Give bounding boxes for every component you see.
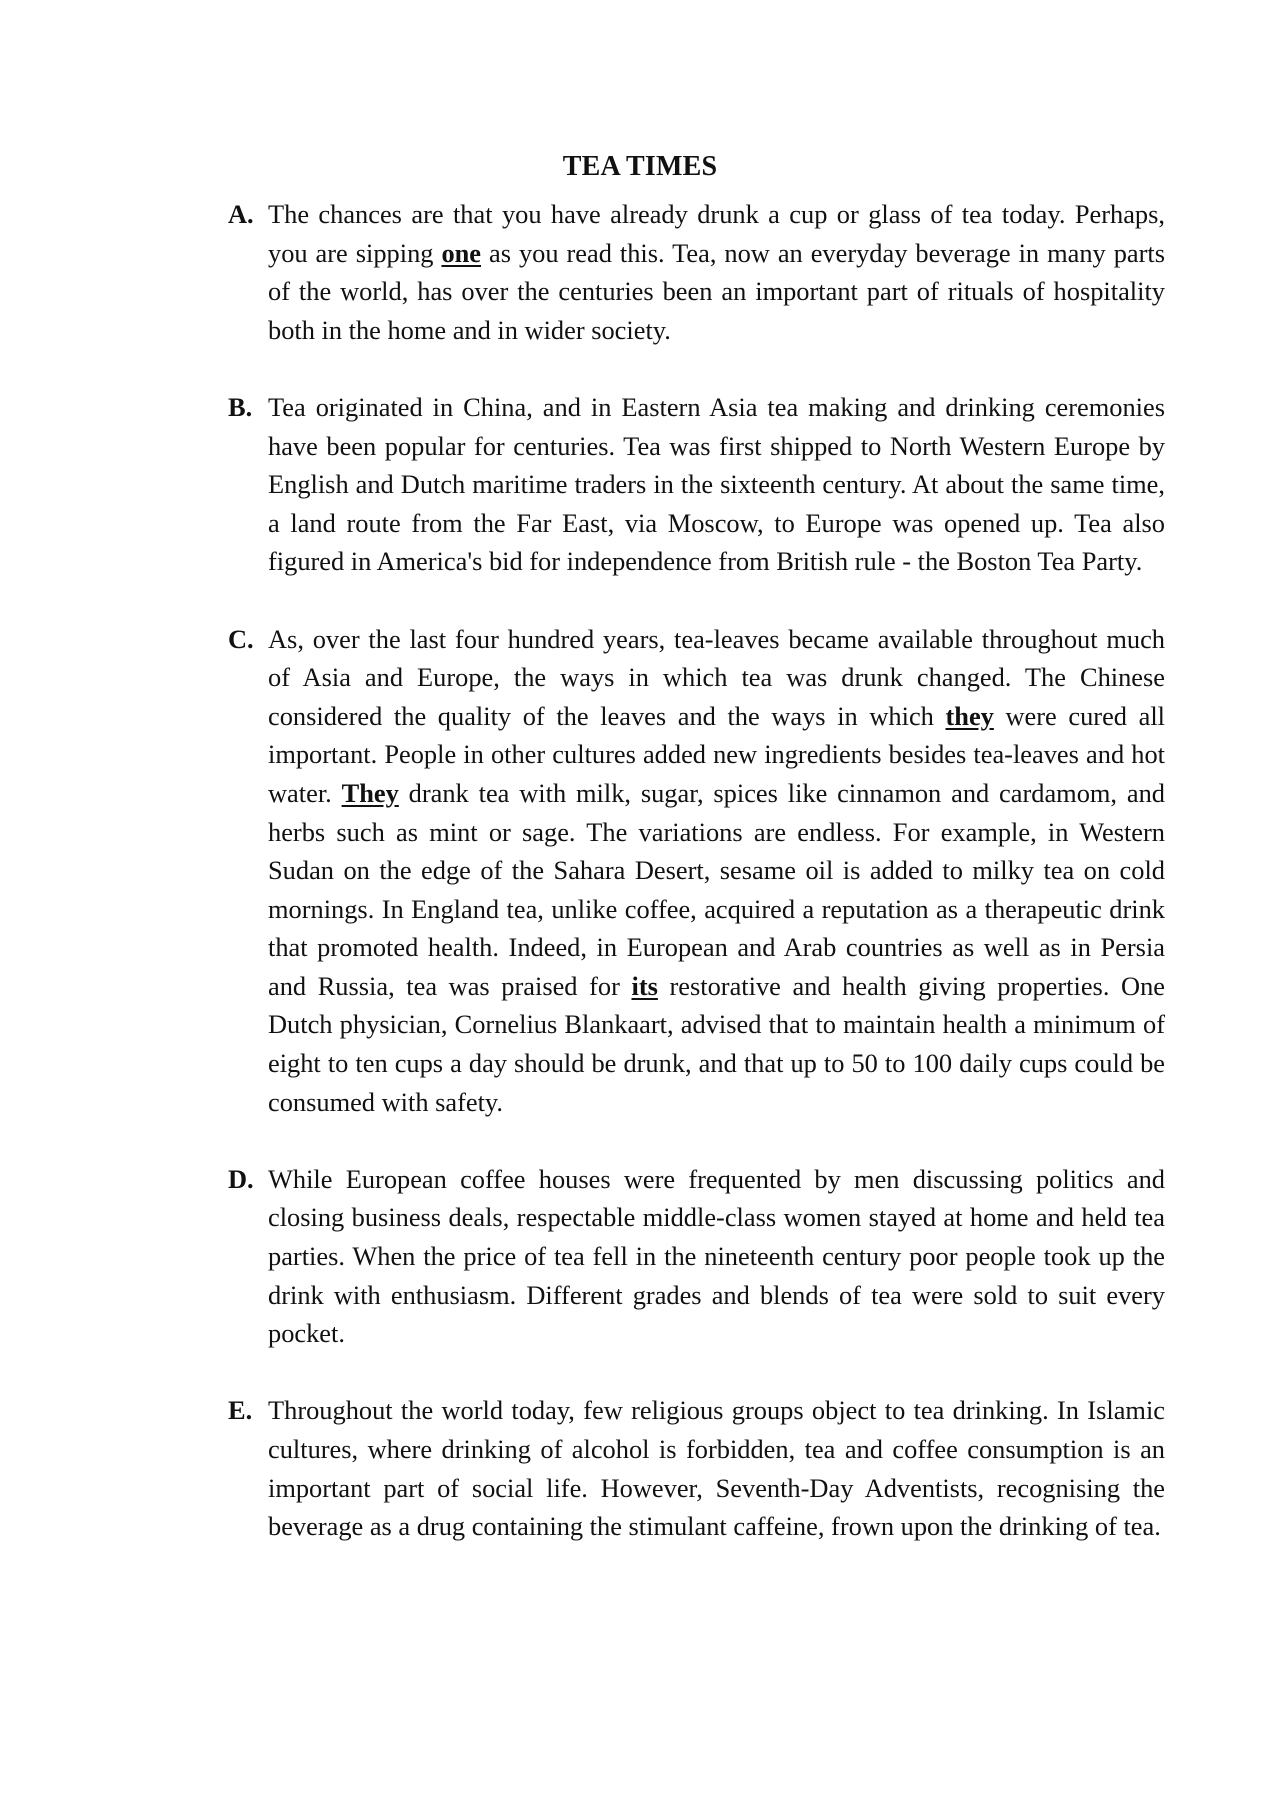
paragraph-d <box>228 1160 1165 1353</box>
document-body <box>228 195 1165 1584</box>
paragraph-b <box>228 388 1165 581</box>
paragraph-letter: C. <box>228 623 254 654</box>
paragraph-text: Tea originated in China, and in Eastern Asia tea making and drinking ceremonies have been popular for centuries. Tea was first shipped to North Western Europe by English and Dutch maritime traders in the sixteenth century. At about the same time, a land route from the Far East, via Moscow, to Europe was opened up. Tea also figured in America's bid for independence from British rule - the Boston Tea Party. <box>268 391 1165 577</box>
reference-word: one <box>441 237 482 268</box>
paragraph-c <box>228 620 1165 1122</box>
paragraph-e <box>228 1391 1165 1545</box>
paragraph-text: Throughout the world today, few religious groups object to tea drinking. In Islamic cultures, where drinking of alcohol is forbidden, tea and coffee consumption is an important part of social life. However, Seventh-Day Adventists, recognising the beverage as a drug containing the stimulant caffeine, frown upon the drinking of tea. <box>268 1395 1165 1542</box>
paragraph-text: While European coffee houses were frequented by men discussing politics and closing business deals, respectable middle-class women stayed at home and held tea parties. When the price of tea fell in the nineteenth century poor people took up the drink with enthusiasm. Different grades and blends of tea were sold to suit every pocket. <box>268 1163 1165 1349</box>
paragraph-a <box>228 195 1165 349</box>
reference-word: They <box>341 777 399 808</box>
paragraph-text: drank tea with milk, sugar, spices like cinnamon and cardamom, and herbs such as mint or sage. The variations are endless. For example, in Western Sudan on the edge of the Sahara Desert, sesame oil is added to milky tea on cold mornings. In England tea, unlike coffee, acquired a reputation as a therapeutic drink that promoted health. Indeed, in European and Arab countries as well as in Persia and Russia, tea was praised for <box>268 777 1165 1001</box>
document-title: TEA TIMES <box>562 151 718 182</box>
paragraph-letter: B. <box>228 391 253 422</box>
paragraph-text: as you read this. Tea, now an everyday beverage in many parts of the world, has over the centuries been an important part of rituals of hospitality both in the home and in wider society. <box>268 237 1165 345</box>
paragraph-text: were cured all important. People in other cultures added new ingredients besides tea-leaves and hot water. <box>268 700 1165 808</box>
reference-word: they <box>945 700 994 731</box>
paragraph-text: restorative and health giving properties. One Dutch physician, Cornelius Blankaart, advised that to maintain health a minimum of eight to ten cups a day should be drunk, and that up to 50 to 100 daily cups could be consumed with safety. <box>268 970 1165 1117</box>
paragraph-letter: D. <box>228 1163 254 1194</box>
paragraph-text: The chances are that you have already drunk a cup or glass of tea today. Perhaps, you are sipping <box>268 199 1165 268</box>
paragraph-letter: E. <box>228 1395 253 1426</box>
paragraph-text: As, over the last four hundred years, tea-leaves became available throughout much of Asia and Europe, the ways in which tea was drunk changed. The Chinese considered the quality of the leaves and the ways in which <box>268 623 1165 731</box>
paragraph-letter: A. <box>228 199 254 229</box>
reference-word: its <box>631 970 658 1001</box>
